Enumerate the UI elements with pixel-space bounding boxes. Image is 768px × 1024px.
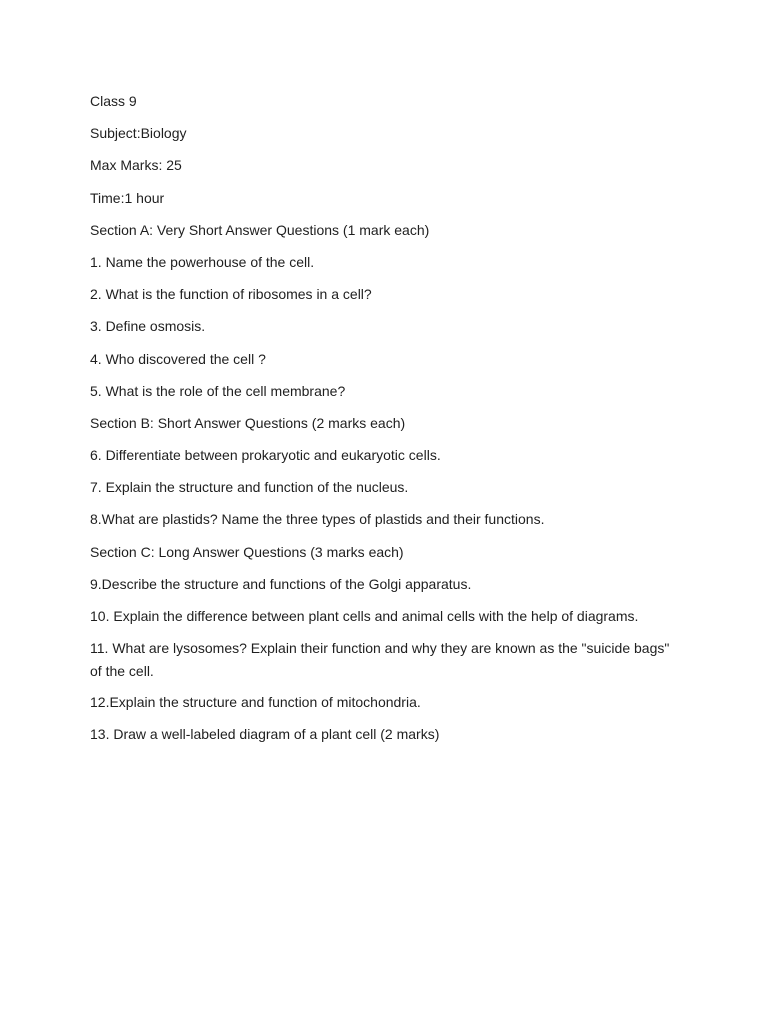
section-b-title: Section B: Short Answer Questions (2 marks each) xyxy=(90,414,406,431)
question-3: 3. Define osmosis. xyxy=(90,318,206,335)
question-paper xyxy=(90,91,680,757)
question-4: 4. Who discovered the cell ? xyxy=(90,350,266,367)
max-marks-label: Max Marks: 25 xyxy=(90,157,182,174)
section-a-title: Section A: Very Short Answer Questions (1 mark each) xyxy=(90,221,430,238)
question-2: 2. What is the function of ribosomes in a cell? xyxy=(90,286,372,303)
question-11: 11. What are lysosomes? Explain their function and why they are known as the "suicide bags" of the cell. xyxy=(90,640,670,680)
section-c-title: Section C: Long Answer Questions (3 marks each) xyxy=(90,543,404,560)
question-8: 8.What are plastids? Name the three types of plastids and their functions. xyxy=(90,511,545,528)
question-9: 9.Describe the structure and functions of the Golgi apparatus. xyxy=(90,575,472,592)
question-6: 6. Differentiate between prokaryotic and eukaryotic cells. xyxy=(90,447,441,464)
question-13: 13. Draw a well-labeled diagram of a plant cell (2 marks) xyxy=(90,726,440,743)
question-12: 12.Explain the structure and function of mitochondria. xyxy=(90,694,421,711)
class-label: Class 9 xyxy=(90,93,137,109)
time-label: Time:1 hour xyxy=(90,189,165,206)
question-7: 7. Explain the structure and function of the nucleus. xyxy=(90,479,409,496)
question-1: 1. Name the powerhouse of the cell. xyxy=(90,253,315,270)
question-5: 5. What is the role of the cell membrane? xyxy=(90,382,346,399)
question-10: 10. Explain the difference between plant cells and animal cells with the help of diagrams. xyxy=(90,608,639,624)
subject-label: Subject:Biology xyxy=(90,125,187,142)
